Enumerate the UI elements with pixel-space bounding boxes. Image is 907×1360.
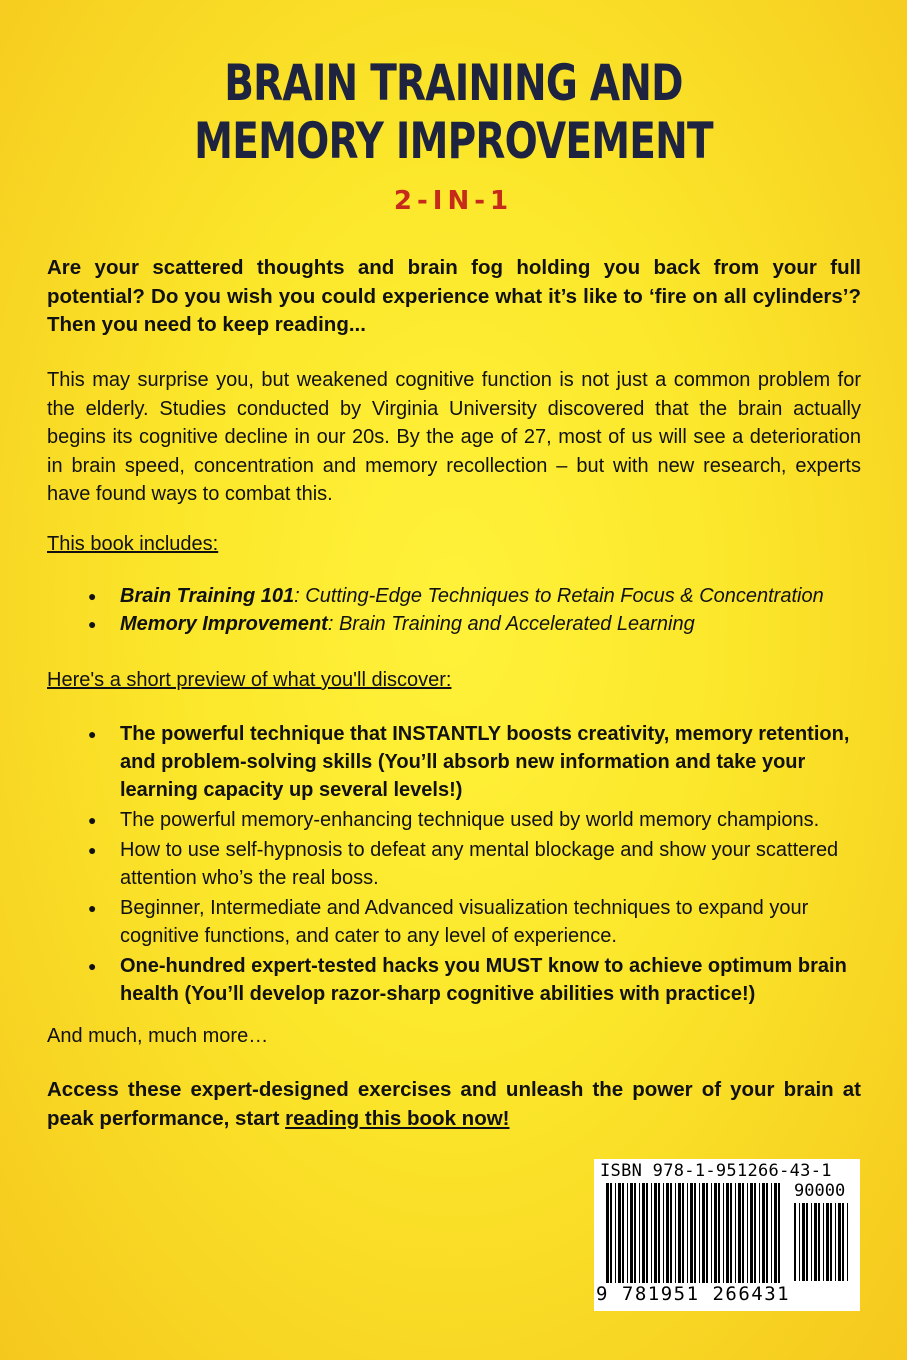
list-item [88, 610, 878, 638]
more-text: And much, much more… [47, 1025, 269, 1047]
list-item [88, 582, 878, 610]
include-title: Brain Training 101 [120, 585, 295, 607]
barcode-bar [814, 1203, 817, 1281]
barcode-bar [714, 1183, 717, 1283]
barcode-bar [634, 1183, 636, 1283]
barcode-bar [762, 1183, 765, 1283]
barcode-bar [818, 1203, 820, 1281]
barcode-bar [738, 1183, 741, 1283]
barcode-bar [830, 1203, 832, 1281]
barcode-bar [646, 1183, 648, 1283]
barcode-bar [711, 1183, 712, 1283]
barcode-bar [670, 1183, 672, 1283]
barcode-bar [615, 1183, 616, 1283]
barcode-bar [606, 1183, 609, 1283]
barcode-bar [759, 1183, 760, 1283]
barcode-bar [642, 1183, 645, 1283]
include-desc: : Cutting-Edge Techniques to Retain Focus & Concentration [294, 585, 824, 607]
cover-subtitle: 2-IN-1 [393, 186, 514, 216]
barcode-bar [735, 1183, 736, 1283]
price-barcode-icon [794, 1203, 850, 1281]
bullet-icon: ● [88, 900, 97, 916]
barcode-bar [654, 1183, 657, 1283]
barcode-bar [838, 1203, 841, 1281]
barcode-bar [663, 1183, 664, 1283]
barcode-bar [799, 1203, 800, 1281]
barcode-bar [694, 1183, 696, 1283]
cover-title-line2: MEMORY IMPROVEMENT [194, 112, 713, 170]
barcode-bar [627, 1183, 628, 1283]
cta-text: Access these expert-designed exercises and unleash the power of your brain at peak performance, start [47, 1078, 861, 1130]
bullet-icon: ● [88, 812, 97, 828]
barcode-bar [754, 1183, 756, 1283]
barcode-bar [730, 1183, 732, 1283]
barcode-bar [675, 1183, 676, 1283]
includes-heading: This book includes: [47, 533, 219, 555]
list-item [88, 720, 860, 804]
cta-link[interactable]: reading this book now! [285, 1106, 510, 1130]
barcode-bar [678, 1183, 681, 1283]
barcode-bar [723, 1183, 724, 1283]
ean-barcode-icon [606, 1183, 782, 1283]
barcode-bar [622, 1183, 624, 1283]
preview-item-text: The powerful memory-enhancing technique used by world memory champions. [120, 809, 820, 831]
barcode-bar [747, 1183, 748, 1283]
preview-item-text: Beginner, Intermediate and Advanced visualization techniques to expand your cognitive functions, and cater to any level of experience. [120, 897, 809, 947]
call-to-action [47, 1076, 861, 1133]
barcode-bar [842, 1203, 844, 1281]
cover-title-line1: BRAIN TRAINING AND [224, 54, 683, 112]
barcode-bar [618, 1183, 621, 1283]
bullet-icon: ● [88, 842, 97, 858]
preview-item-text: How to use self-hypnosis to defeat any mental blockage and show your scattered attention who’s the real boss. [120, 839, 839, 889]
barcode-bar [651, 1183, 652, 1283]
intro-paragraph: Are your scattered thoughts and brain fog holding you back from your full potential? Do you wish you could experience what it’s like to ‘fire on all cylinders’? Then you need to keep reading... [47, 256, 861, 336]
barcode-bar [778, 1183, 780, 1283]
preview-list [88, 720, 860, 1008]
barcode-bar [690, 1183, 693, 1283]
barcode-bar [802, 1203, 805, 1281]
price-code: 90000 [794, 1181, 846, 1201]
barcode-bar [666, 1183, 669, 1283]
bullet-icon: ● [88, 616, 97, 632]
include-title: Memory Improvement [120, 613, 328, 635]
barcode-bar [639, 1183, 640, 1283]
barcode-bar [687, 1183, 688, 1283]
body-paragraph: This may surprise you, but weakened cognitive function is not just a common problem for the elderly. Studies conducted by Virginia University discovered that the brain actually begins its cognitive decline in our 20s. By the age of 27, most of us will see a deterioration in brain speed, concentration and memory recollection – but with new research, experts have found ways to combat this. [47, 369, 861, 505]
barcode-bar [847, 1203, 848, 1281]
barcode-box [594, 1159, 860, 1311]
barcode-bar [706, 1183, 708, 1283]
barcode-bar [610, 1183, 612, 1283]
barcode-bar [682, 1183, 684, 1283]
barcode-bar [742, 1183, 744, 1283]
include-desc: : Brain Training and Accelerated Learning [327, 613, 695, 635]
bullet-icon: ● [88, 588, 97, 604]
barcode-bar [771, 1183, 772, 1283]
bullet-icon: ● [88, 958, 97, 974]
preview-item-text: One-hundred expert-tested hacks you MUST know to achieve optimum brain health (You’ll develop razor-sharp cognitive abilities with practice!) [120, 955, 847, 1005]
preview-item-text: The powerful technique that INSTANTLY boosts creativity, memory retention, and problem-solving skills (You’ll absorb new information and take your learning capacity up several levels!) [120, 723, 850, 801]
barcode-bar [794, 1203, 796, 1281]
barcode-bar [766, 1183, 768, 1283]
barcode-bar [774, 1183, 777, 1283]
list-item [88, 806, 860, 834]
barcode-bar [835, 1203, 836, 1281]
barcode-bar [726, 1183, 729, 1283]
list-item [88, 836, 860, 892]
barcode-bar [718, 1183, 720, 1283]
bullet-icon: ● [88, 726, 97, 742]
barcode-bar [811, 1203, 812, 1281]
barcode-bar [826, 1203, 829, 1281]
barcode-bar [806, 1203, 808, 1281]
list-item [88, 894, 860, 950]
barcode-bar [750, 1183, 753, 1283]
ean-digits: 9 781951 266431 [596, 1283, 791, 1305]
barcode-bar [630, 1183, 633, 1283]
barcode-bar [702, 1183, 705, 1283]
list-item [88, 952, 860, 1008]
barcode-bar [658, 1183, 660, 1283]
isbn-label: ISBN 978-1-951266-43-1 [600, 1161, 832, 1181]
preview-heading: Here's a short preview of what you'll discover: [47, 669, 452, 691]
barcode-bar [823, 1203, 824, 1281]
includes-list [88, 582, 878, 638]
barcode-bar [699, 1183, 700, 1283]
